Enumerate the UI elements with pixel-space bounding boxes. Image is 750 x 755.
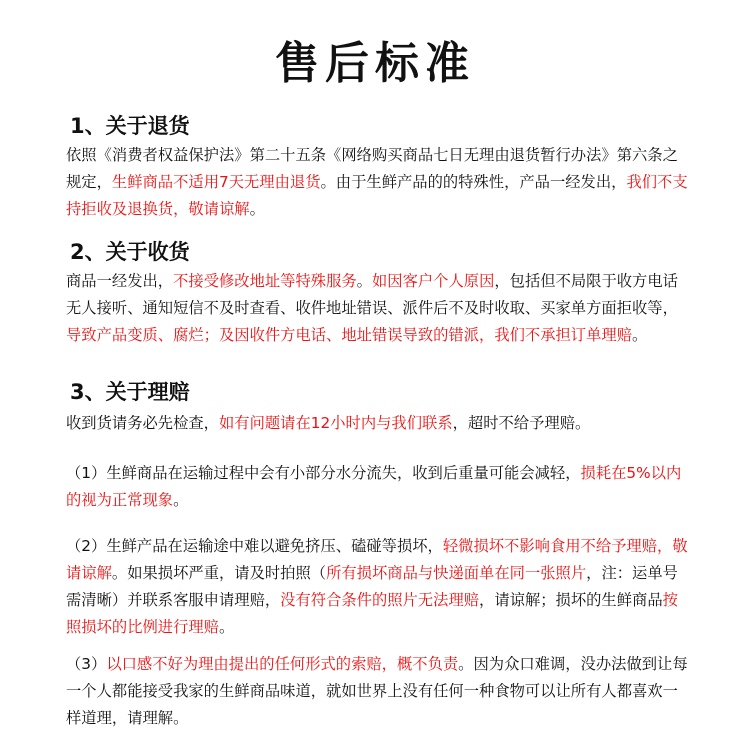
highlight-segment: 以口感不好为理由提出的任何形式的索赔，概不负责 bbox=[106, 655, 459, 673]
claims-item-3 bbox=[66, 651, 690, 732]
claims-item-1 bbox=[66, 460, 690, 514]
text-segment: （3） bbox=[66, 655, 107, 673]
highlight-segment: 我们不支持拒收及退换货，敬请谅解 bbox=[66, 173, 688, 218]
highlight-segment: 导致产品变质、腐烂；及因收件方电话、地址错误导致的错派，我们不承担订单理赔 bbox=[66, 326, 632, 344]
section-claims-heading: 3、关于理赔 bbox=[70, 380, 190, 404]
highlight-segment: 所有损坏商品与快递面单在同一张照片 bbox=[326, 564, 587, 582]
section-returns-heading: 1、关于退货 bbox=[70, 114, 190, 138]
text-segment: ，包括但不局限于收方电话无人接听、通知短信不及时查看、收件地址错误、派件后不及时收取、买家单方面拒收等， bbox=[66, 272, 678, 317]
text-segment: 。 bbox=[356, 272, 372, 290]
text-segment: 。 bbox=[218, 618, 235, 636]
section-receiving-heading: 2、关于收货 bbox=[70, 240, 190, 264]
text-segment: 。由于生鲜产品的的特殊性，产品一经发出， bbox=[320, 173, 627, 191]
text-segment: （1）生鲜商品在运输过程中会有小部分水分流失，收到后重量可能会减轻， bbox=[66, 464, 581, 482]
section-receiving-text bbox=[66, 268, 690, 349]
text-segment: ，超时不给予理赔。 bbox=[452, 414, 591, 432]
highlight-segment: 不接受修改地址等特殊服务 bbox=[173, 272, 357, 290]
text-segment: ，请谅解；损坏的生鲜商品 bbox=[479, 591, 663, 609]
highlight-segment: 损耗在5%以内的视为正常现象 bbox=[66, 464, 682, 509]
text-segment: 商品一经发出， bbox=[66, 272, 174, 290]
text-segment: 。因为众口难调，没办法做到让每一个人都能接受我家的生鲜商品味道，就如世界上没有任何一种食物可以让所有人都喜欢一样道理，请理解。 bbox=[66, 655, 688, 727]
text-segment: 收到货请务必先检查， bbox=[66, 414, 219, 432]
highlight-segment: 如因客户个人原因 bbox=[371, 272, 495, 290]
text-segment: 。 bbox=[249, 200, 265, 218]
text-segment: 依照《消费者权益保护法》第二十五条《网络购买商品七日无理由退货暂行办法》第六条之规定， bbox=[66, 146, 678, 191]
text-segment: 。 bbox=[632, 326, 648, 344]
section-claims-text bbox=[66, 410, 690, 437]
text-segment: 。如果损坏严重，请及时拍照（ bbox=[111, 564, 327, 582]
text-segment: （2）生鲜产品在运输途中难以避免挤压、磕碰等损坏， bbox=[66, 537, 443, 555]
highlight-segment: 生鲜商品不适用7天无理由退货 bbox=[111, 173, 321, 191]
text-segment: ，注：运单号需清晰）并联系客服申请理赔， bbox=[66, 564, 678, 609]
text-segment: 。 bbox=[173, 491, 189, 509]
highlight-segment: 按照损坏的比例进行理赔 bbox=[66, 591, 678, 636]
highlight-segment: 如有问题请在12小时内与我们联系 bbox=[218, 414, 453, 432]
highlight-segment: 轻微损坏不影响食用不给予理赔，敬请谅解 bbox=[66, 537, 688, 582]
section-returns-text bbox=[66, 142, 690, 223]
claims-item-2 bbox=[66, 533, 690, 641]
highlight-segment: 没有符合条件的照片无法理赔 bbox=[280, 591, 480, 609]
page-title: 售后标准 bbox=[275, 38, 475, 89]
